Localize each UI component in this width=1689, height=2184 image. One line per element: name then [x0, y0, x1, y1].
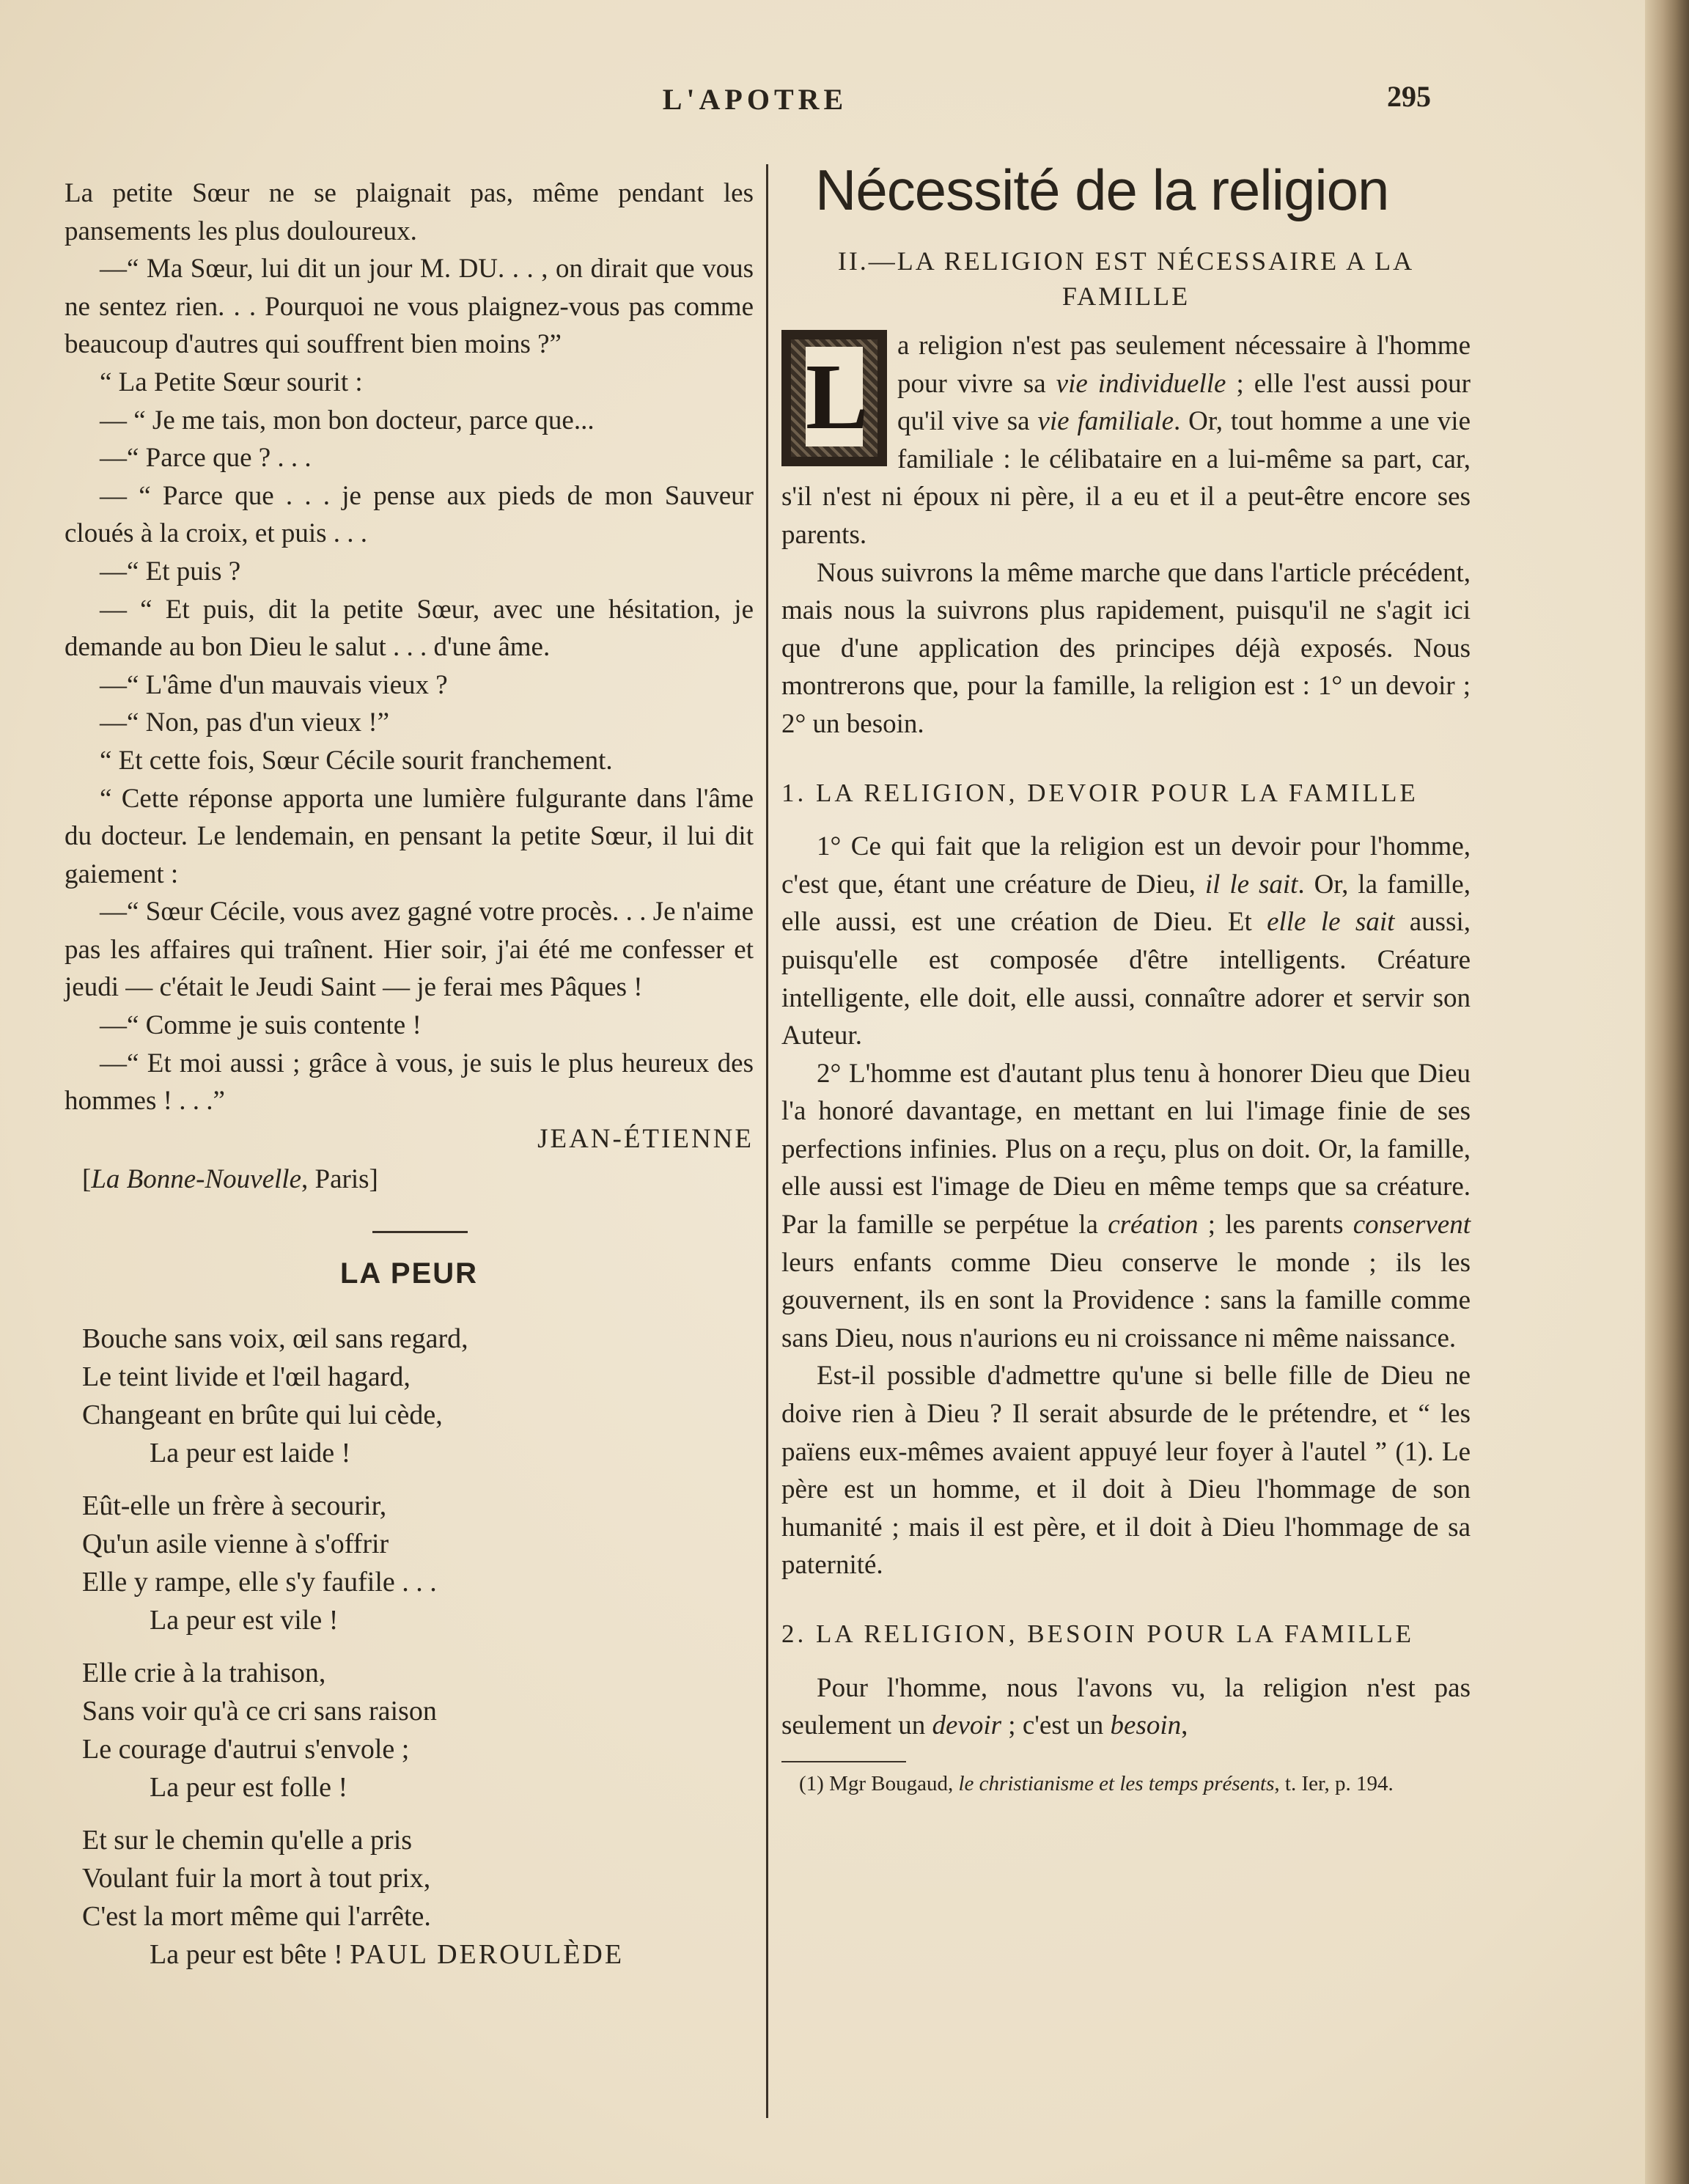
footnote [781, 1770, 1471, 1798]
poem-line: Elle y rampe, elle s'y faufile . . . [82, 1566, 437, 1597]
intro-paragraph [781, 327, 1471, 554]
book-binding-edge [1645, 0, 1689, 2184]
poem-title: LA PEUR [339, 1257, 479, 1290]
dropcap-letter: L [806, 345, 869, 449]
story-paragraph: — “ Parce que . . . je pense aux pieds de mon Sauveur cloués à la croix, et puis . . . [65, 480, 754, 549]
article-paragraph: Nous suivrons la même marche que dans l'article précédent, mais nous la suivrons plus rapidement, puisqu'il ne s'agit ici que d'une application des principes déjà exposés. Nous montrerons que, pour la famille, la religion est : 1° un devoir ; 2° un besoin. [781, 557, 1471, 739]
story-source: [La Bonne-Nouvelle, Paris] [82, 1164, 378, 1195]
emphasis: création [1108, 1210, 1199, 1240]
story-paragraph: — “ Et puis, dit la petite Sœur, avec une hésitation, je demande au bon Dieu le salut . . . d'une âme. [65, 594, 754, 663]
poem-final-line [82, 1935, 754, 1974]
poem-refrain: La peur est bête ! [150, 1938, 343, 1970]
emphasis: besoin [1110, 1710, 1182, 1741]
emphasis: le christianisme et les temps présents [958, 1771, 1275, 1795]
emphasis: vie familiale [1037, 406, 1174, 437]
text-run: . Or, tout homme a une vie familiale : le célibataire en a lui-même sa part, car, s'il n'est ni époux ni père, il a eu et il a peut-être encore ses parents. [781, 406, 1471, 550]
story-paragraph: —“ L'âme d'un mauvais vieux ? [100, 669, 448, 700]
article-paragraph [781, 828, 1471, 1055]
story-paragraph: —“ Ma Sœur, lui dit un jour M. DU. . . , on dirait que vous ne sentez rien. . . Pourquoi ne vous plaignez-vous pas comme beaucoup d'autres qui souffrent bien moins ?” [65, 254, 754, 360]
emphasis: il le sait [1204, 869, 1298, 900]
poem-line: Elle crie à la trahison, [82, 1657, 326, 1688]
text-run: ; c'est un [1001, 1710, 1111, 1741]
article-paragraph [781, 1669, 1471, 1745]
poem-line: Voulant fuir la mort à tout prix, [82, 1862, 431, 1894]
emphasis: conservent [1353, 1210, 1471, 1240]
dropcap-ornament [781, 330, 887, 466]
text-run: a religion n'est pas seulement nécessaire à l'homme pour vivre sa [897, 331, 1471, 399]
article-paragraph [781, 1055, 1471, 1358]
right-column [781, 157, 1471, 1798]
poem-line: Eût-elle un frère à secourir, [82, 1490, 387, 1521]
column-divider [766, 164, 768, 2118]
section-heading: II.—LA RELIGION EST NÉCESSAIRE A LA FAMILLE [837, 246, 1415, 311]
poem-stanza [65, 1320, 754, 1472]
article-title: Nécessité de la religion [815, 158, 1389, 222]
running-title: L'APOTRE [662, 83, 848, 116]
emphasis: elle le sait [1267, 907, 1395, 938]
story-paragraph: —“ Comme je suis contente ! [100, 1010, 422, 1041]
text-run: Pour l'homme, nous l'avons vu, la religion n'est pas seulement un [781, 1672, 1471, 1741]
text-run: leurs enfants comme Dieu conserve le monde ; ils les gouvernent, ils en sont la Providence : sans la famille comme sans Dieu, nous n'aurions eu ni croissance ni même naissance. [781, 1247, 1471, 1353]
source-place: , Paris [301, 1164, 369, 1195]
story-paragraph: —“ Et puis ? [100, 556, 241, 587]
article-paragraph: Est-il possible d'admettre qu'une si belle fille de Dieu ne doive rien à Dieu ? Il serait absurde de le prétendre, et “ les païens eux-mêmes avaient appuyé leur foyer à l'autel ” (1). Le père est un homme, et il doit à Dieu l'hommage de son humanité ; mais il est père, et il doit à Dieu l'hommage de sa paternité. [781, 1361, 1471, 1581]
text-run: . Or, la famille, elle aussi, est une création de Dieu. Et [781, 869, 1471, 938]
page-number: 295 [1387, 80, 1431, 113]
poem-stanza [65, 1487, 754, 1639]
page-header [0, 82, 1689, 126]
emphasis: devoir [932, 1710, 1002, 1741]
poem-line: Bouche sans voix, œil sans regard, [82, 1323, 468, 1354]
poem-stanza [65, 1654, 754, 1806]
poem-author: PAUL DEROULÈDE [350, 1938, 625, 1970]
poem-line: Le courage d'autrui s'envole ; [82, 1733, 410, 1765]
story-paragraph: —“ Sœur Cécile, vous avez gagné votre procès. . . Je n'aime pas les affaires qui traînent. Hier soir, j'ai été me confesser et jeudi — c'était le Jeudi Saint — je ferai mes Pâques ! [65, 897, 754, 1003]
text-run: ; les parents [1198, 1210, 1353, 1240]
story-paragraph: “ Cette réponse apporta une lumière fulgurante dans l'âme du docteur. Le lendemain, en pensant la petite Sœur, il lui dit gaiement : [65, 783, 754, 889]
story-paragraph: La petite Sœur ne se plaignait pas, même pendant les pansements les plus douloureux. [65, 178, 754, 246]
text-run: , [1181, 1710, 1188, 1741]
poem-refrain: La peur est laide ! [150, 1437, 351, 1468]
text-run: , t. Ier, p. 194. [1274, 1771, 1394, 1795]
text-run: 1° Ce qui fait que la religion est un devoir pour l'homme, c'est que, étant une créature de Dieu, [781, 831, 1471, 900]
poem-line: Qu'un asile vienne à s'offrir [82, 1528, 389, 1559]
source-title: La Bonne-Nouvelle [91, 1164, 302, 1195]
poem-line: C'est la mort même qui l'arrête. [82, 1900, 431, 1932]
poem-line: Le teint livide et l'œil hagard, [82, 1361, 411, 1392]
text-run: aussi, puisqu'elle est composée d'être intelligents. Créature intelligente, elle doit, elle aussi, connaître adorer et servir son Auteur. [781, 907, 1471, 1051]
text-run: 2° L'homme est d'autant plus tenu à honorer Dieu que Dieu l'a honoré davantage, en mettant en lui l'image finie de ses perfections infinies. Plus on a reçu, plus on doit. Or, la famille, elle aussi est l'image de Dieu en même temps que sa créature. Par la famille se perpétue la [781, 1058, 1471, 1240]
story-paragraph: —“ Non, pas d'un vieux !” [100, 707, 390, 738]
story-signature: JEAN-ÉTIENNE [537, 1123, 754, 1154]
poem-line: Sans voir qu'à ce cri sans raison [82, 1695, 437, 1727]
story-paragraph: —“ Et moi aussi ; grâce à vous, je suis le plus heureux des hommes ! . . .” [65, 1048, 754, 1117]
left-column [65, 174, 754, 1988]
poem-stanza [65, 1821, 754, 1974]
text-run: ; elle l'est aussi pour qu'il vive sa [897, 368, 1471, 437]
footnote-rule [781, 1761, 906, 1762]
poem-refrain: La peur est vile ! [150, 1604, 339, 1636]
poem-line: Et sur le chemin qu'elle a pris [82, 1824, 413, 1856]
section-separator [372, 1231, 468, 1233]
story-paragraph: — “ Je me tais, mon bon docteur, parce que... [100, 405, 595, 435]
poem-refrain: La peur est folle ! [150, 1771, 348, 1803]
text-run: (1) Mgr Bougaud, [799, 1771, 959, 1795]
story-paragraph: —“ Parce que ? . . . [100, 443, 312, 474]
story-paragraph: “ La Petite Sœur sourit : [100, 367, 363, 397]
emphasis: vie individuelle [1056, 368, 1226, 399]
subsection-heading: 1. LA RELIGION, DEVOIR POUR LA FAMILLE [781, 778, 1418, 807]
subsection-heading: 2. LA RELIGION, BESOIN POUR LA FAMILLE [781, 1619, 1415, 1648]
story-paragraph: “ Et cette fois, Sœur Cécile sourit franchement. [100, 745, 613, 776]
poem-line: Changeant en brûte qui lui cède, [82, 1399, 443, 1430]
